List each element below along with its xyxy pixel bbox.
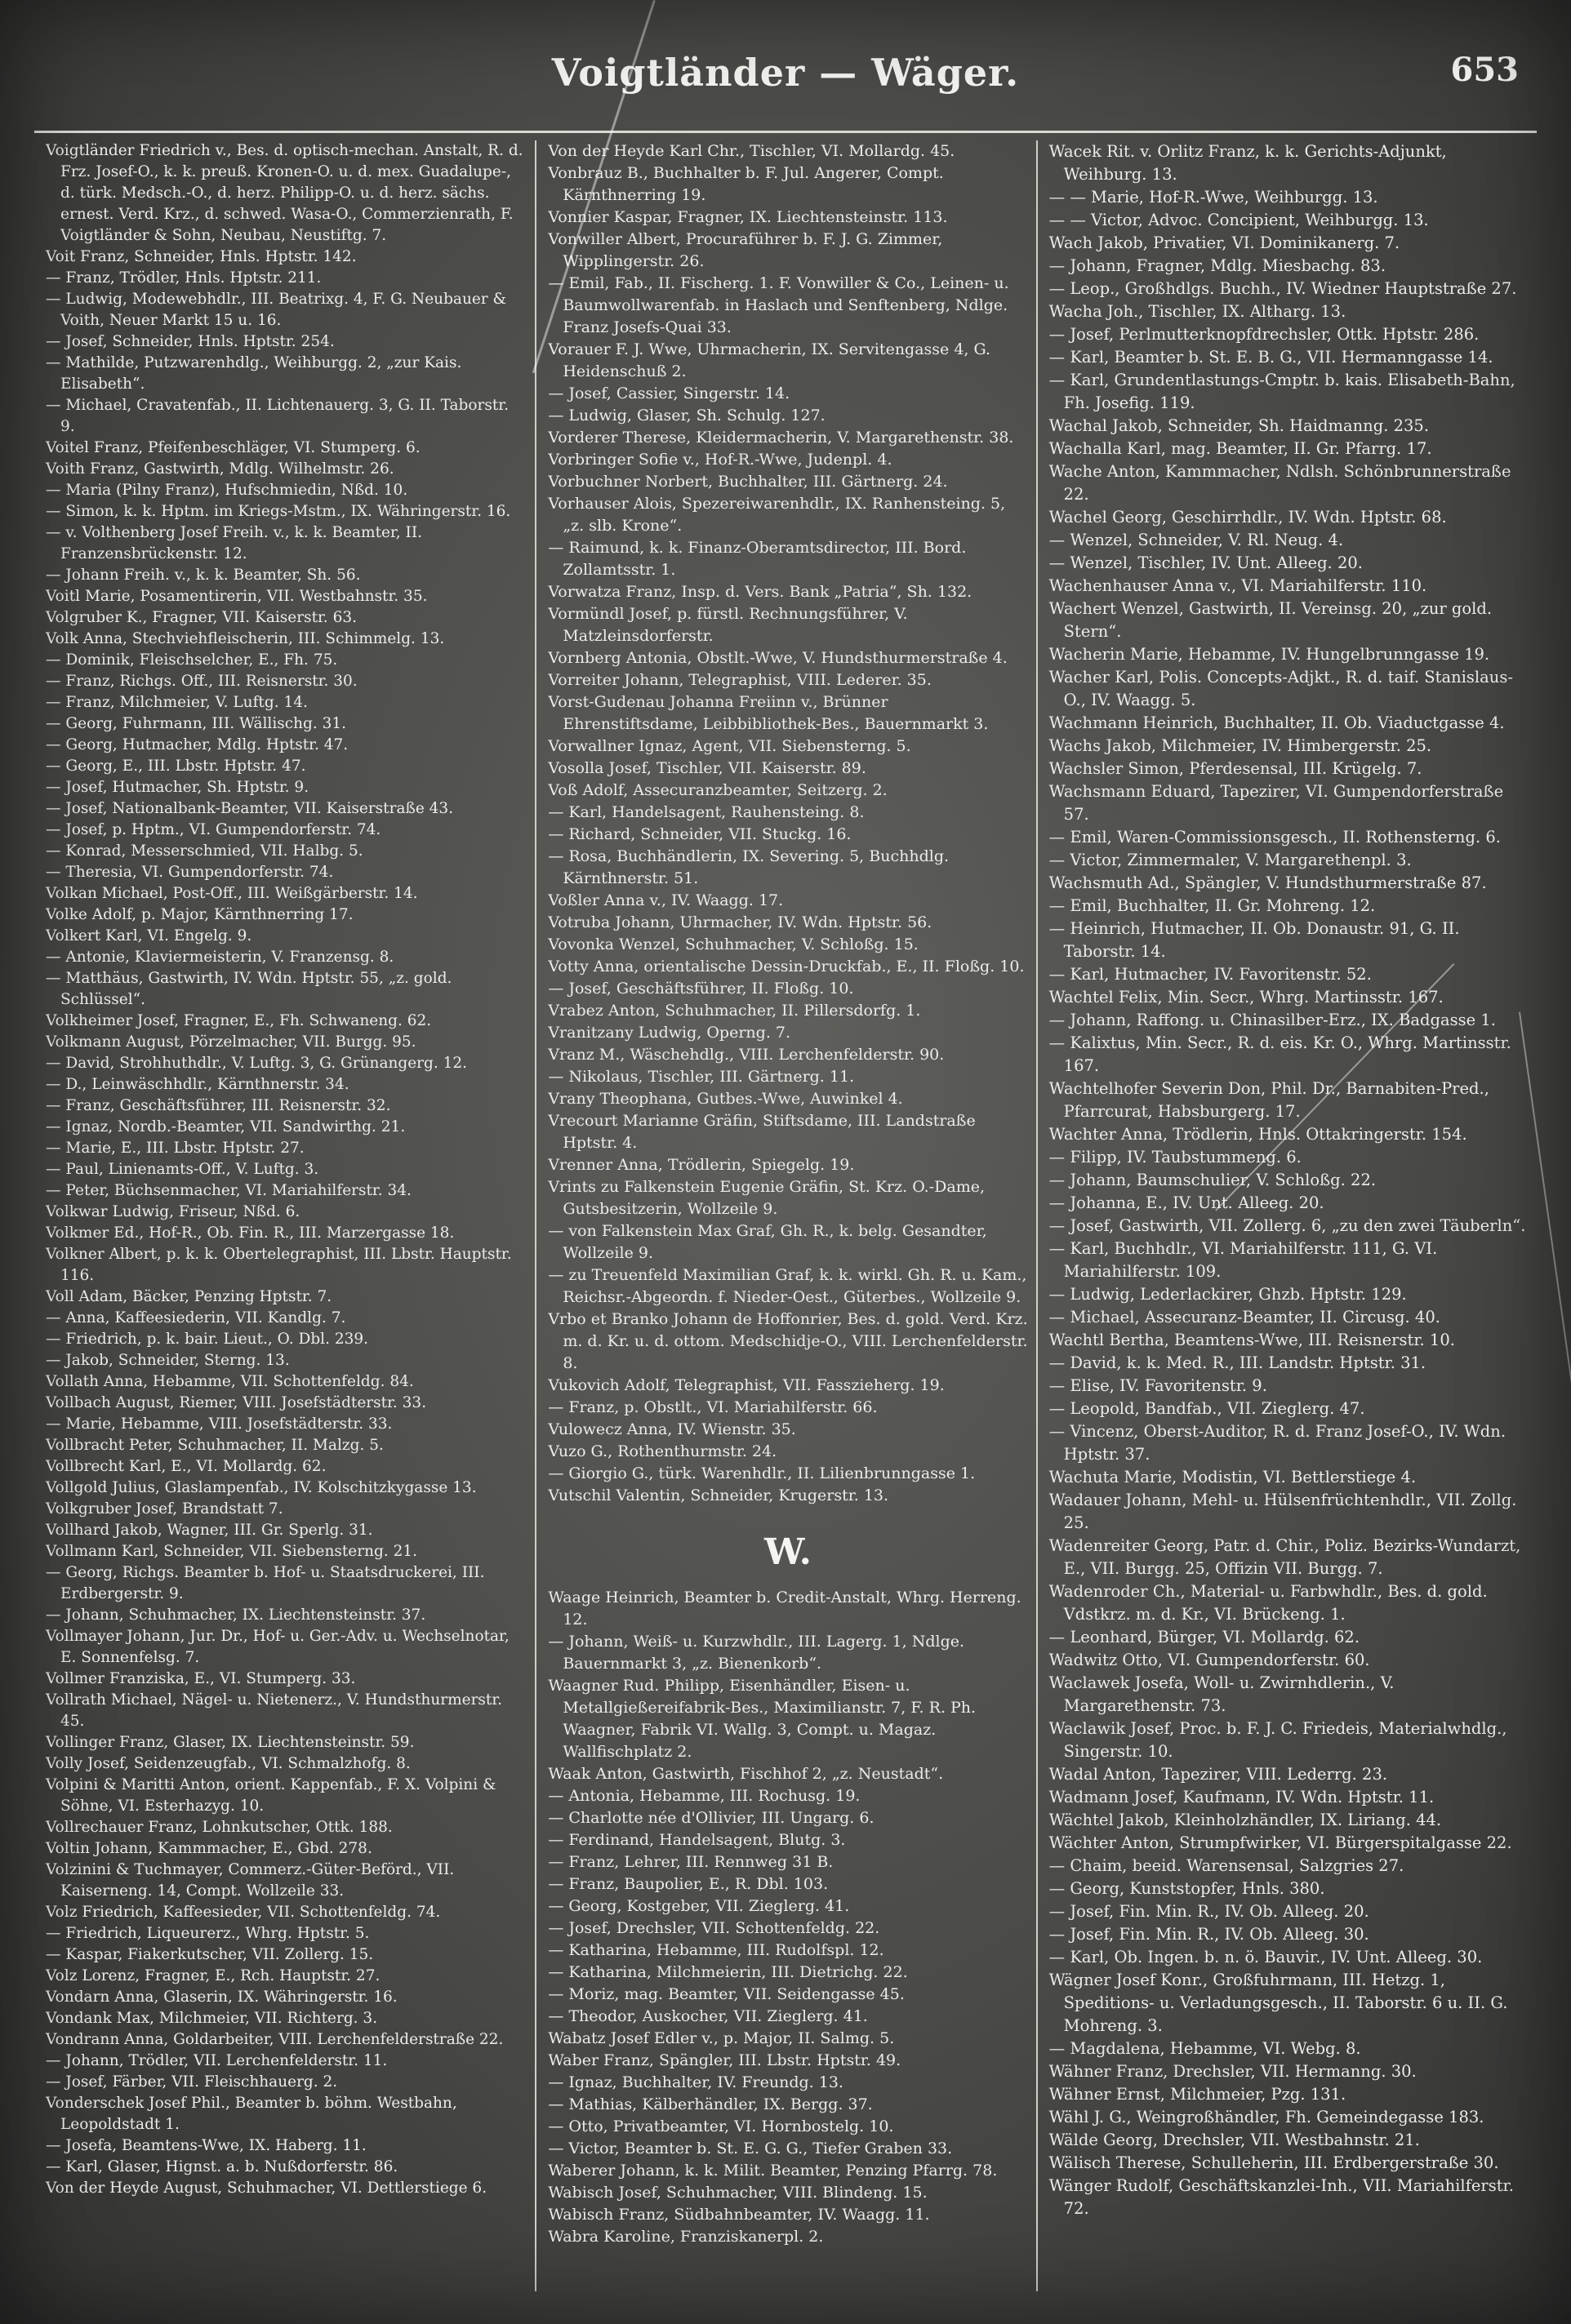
directory-entry: Voßler Anna v., IV. Waagg. 17. bbox=[548, 891, 784, 909]
directory-entry: Wachtelhofer Severin Don, Phil. Dr., Barnabiten-Pred., Pfarrcurat, Habsburgerg. 17. bbox=[1048, 1079, 1489, 1121]
directory-entry: Wachenhauser Anna v., VI. Mariahilferstr. 110. bbox=[1048, 576, 1427, 595]
directory-entry: Vornberg Antonia, Obstlt.-Wwe, V. Hundsthurmerstraße 4. bbox=[548, 649, 1008, 667]
directory-entry: Wadmann Josef, Kaufmann, IV. Wdn. Hptstr. 11. bbox=[1048, 1788, 1435, 1806]
directory-entry: — Marie, E., III. Lbstr. Hptstr. 27. bbox=[46, 1140, 305, 1157]
directory-entry: — Josef, Hutmacher, Sh. Hptstr. 9. bbox=[46, 779, 309, 796]
directory-entry: Vranz M., Wäschehdlg., VIII. Lerchenfelderstr. 90. bbox=[548, 1046, 945, 1064]
directory-entry: Vollhard Jakob, Wagner, III. Gr. Sperlg. 31. bbox=[46, 1522, 373, 1539]
directory-entry: Wägner Josef Konr., Großfuhrmann, III. Hetzg. 1, Speditions- u. Verladungsgesch., II. Taborstr. 6 u. II. G. Mohreng. 3. bbox=[1048, 1971, 1508, 2035]
directory-entry: Wachter Anna, Trödlerin, Hnls. Ottakringerstr. 154. bbox=[1048, 1125, 1467, 1144]
directory-entry: — Franz, Geschäftsführer, III. Reisnerstr. 32. bbox=[46, 1097, 391, 1114]
directory-entry: Von der Heyde August, Schuhmacher, VI. Dettlerstiege 6. bbox=[46, 2180, 487, 2197]
column-right bbox=[1036, 140, 1537, 2291]
directory-entry: — Mathilde, Putzwarenhdlg., Weihburgg. 2, „zur Kais. Elisabeth“. bbox=[46, 354, 462, 393]
directory-entry: Wächter Anton, Strumpfwirker, VI. Bürgerspitalgasse 22. bbox=[1048, 1833, 1512, 1852]
directory-entry: Vosolla Josef, Tischler, VII. Kaiserstr. 89. bbox=[548, 759, 866, 777]
directory-entry: Wadenroder Ch., Material- u. Farbwhdlr., Bes. d. gold. Vdstkrz. m. d. Kr., VI. Brückeng. 1. bbox=[1048, 1582, 1488, 1624]
directory-entry: Vorbuchner Norbert, Buchhalter, III. Gärtnerg. 24. bbox=[548, 473, 948, 491]
directory-entry: — Friedrich, Liqueurerz., Whrg. Hptstr. 5. bbox=[46, 1925, 370, 1942]
header-rule bbox=[34, 131, 1537, 133]
directory-entry: Wadauer Johann, Mehl- u. Hülsenfrüchtenhdlr., VII. Zollg. 25. bbox=[1048, 1491, 1517, 1532]
page-number: 653 bbox=[1450, 51, 1519, 89]
directory-entry: Volkmann August, Pörzelmacher, VII. Burgg. 95. bbox=[46, 1033, 416, 1051]
directory-entry: Volkert Karl, VI. Engelg. 9. bbox=[46, 927, 252, 944]
directory-entry: Wacherin Marie, Hebamme, IV. Hungelbrunngasse 19. bbox=[1048, 645, 1490, 664]
directory-entry: — Charlotte née d'Ollivier, III. Ungarg. 6. bbox=[548, 1809, 875, 1827]
directory-entry: Volkner Albert, p. k. k. Obertelegraphist, III. Lbstr. Hauptstr. 116. bbox=[46, 1246, 512, 1284]
directory-entry: — Victor, Beamter b. St. E. G. G., Tiefer Graben 33. bbox=[548, 2140, 953, 2157]
directory-entry: — Georg, E., III. Lbstr. Hptstr. 47. bbox=[46, 758, 306, 775]
directory-entry: Wähner Franz, Drechsler, VII. Hermanng. 30. bbox=[1048, 2062, 1417, 2081]
directory-entry: Wachtel Felix, Min. Secr., Whrg. Martinsstr. 167. bbox=[1048, 988, 1444, 1006]
directory-entry: Wächtel Jakob, Kleinholzhändler, IX. Liriang. 44. bbox=[1048, 1811, 1442, 1829]
section-letter-heading: W. bbox=[764, 1531, 812, 1573]
directory-entry: — Ferdinand, Handelsagent, Blutg. 3. bbox=[548, 1831, 846, 1849]
directory-entry: Votty Anna, orientalische Dessin-Druckfab., E., II. Floßg. 10. bbox=[548, 958, 1025, 975]
directory-entry: — Josef, Nationalbank-Beamter, VII. Kaiserstraße 43. bbox=[46, 800, 454, 817]
directory-entry: — Ludwig, Modewebhdlr., III. Beatrixg. 4, F. G. Neubauer & Voith, Neuer Markt 15 u. 16. bbox=[46, 291, 506, 329]
directory-entry: Wabatz Josef Edler v., p. Major, II. Salmg. 5. bbox=[548, 2029, 895, 2047]
directory-entry: Wähner Ernst, Milchmeier, Pzg. 131. bbox=[1048, 2085, 1346, 2104]
directory-entry: Wadwitz Otto, VI. Gumpendorferstr. 60. bbox=[1048, 1651, 1370, 1669]
directory-entry: — Magdalena, Hebamme, VI. Webg. 8. bbox=[1048, 2039, 1361, 2058]
directory-entry: — Leop., Großhdlgs. Buchh., IV. Wiedner Hauptstraße 27. bbox=[1048, 279, 1517, 298]
directory-entry: — Peter, Büchsenmacher, VI. Mariahilferstr. 34. bbox=[46, 1182, 412, 1199]
directory-entry: — Georg, Kunststopfer, Hnls. 380. bbox=[1048, 1879, 1325, 1898]
directory-entry: Vollinger Franz, Glaser, IX. Liechtensteinstr. 59. bbox=[46, 1734, 415, 1751]
directory-entry: Wachsmuth Ad., Spängler, V. Hundsthurmerstraße 87. bbox=[1048, 873, 1487, 892]
directory-entry: Vonnier Kaspar, Fragner, IX. Liechtensteinstr. 113. bbox=[548, 208, 948, 226]
directory-entry: Wachmann Heinrich, Buchhalter, II. Ob. Viaductgasse 4. bbox=[1048, 713, 1505, 732]
directory-entry: Voitel Franz, Pfeifenbeschläger, VI. Stumperg. 6. bbox=[46, 439, 421, 456]
directory-entry: Vovonka Wenzel, Schuhmacher, V. Schloßg. 15. bbox=[548, 935, 919, 953]
directory-entry: Vollath Anna, Hebamme, VII. Schottenfeldg. 84. bbox=[46, 1373, 414, 1390]
directory-entry: — Franz, Baupolier, E., R. Dbl. 103. bbox=[548, 1875, 829, 1893]
directory-entry: — Matthäus, Gastwirth, IV. Wdn. Hptstr. 55, „z. gold. Schlüssel“. bbox=[46, 970, 452, 1008]
directory-entry: — Wenzel, Schneider, V. Rl. Neug. 4. bbox=[1048, 531, 1344, 549]
directory-entry: Volke Adolf, p. Major, Kärnthnerring 17. bbox=[46, 906, 354, 923]
directory-entry: — Georg, Hutmacher, Mdlg. Hptstr. 47. bbox=[46, 736, 349, 753]
directory-entry: — Johann, Raffong. u. Chinasilber-Erz., IX. Badgasse 1. bbox=[1048, 1011, 1496, 1029]
directory-entry: Vollmer Franziska, E., VI. Stumperg. 33. bbox=[46, 1670, 356, 1687]
directory-entry: Wachel Georg, Geschirrhdlr., IV. Wdn. Hptstr. 68. bbox=[1048, 508, 1447, 527]
directory-entry: — Otto, Privatbeamter, VI. Hornbostelg. 10. bbox=[548, 2117, 894, 2135]
directory-entry: — Karl, Glaser, Hignst. a. b. Nußdorferstr. 86. bbox=[46, 2158, 398, 2175]
directory-entry: — Marie, Hebamme, VIII. Josefstädterstr. 33. bbox=[46, 1415, 393, 1433]
directory-entry: Wacek Rit. v. Orlitz Franz, k. k. Gerichts-Adjunkt, Weihburg. 13. bbox=[1048, 142, 1447, 184]
directory-entry: Wähl J. G., Weingroßhändler, Fh. Gemeindegasse 183. bbox=[1048, 2108, 1484, 2126]
directory-entry: — Theresia, VI. Gumpendorferstr. 74. bbox=[46, 864, 334, 881]
directory-entry: Vutschil Valentin, Schneider, Krugerstr. 13. bbox=[548, 1486, 889, 1504]
directory-entry: Vollmayer Johann, Jur. Dr., Hof- u. Ger.-Adv. u. Wechselnotar, E. Sonnenfelsg. 7. bbox=[46, 1628, 510, 1666]
directory-entry: — Ignaz, Nordb.-Beamter, VII. Sandwirthg. 21. bbox=[46, 1118, 406, 1135]
directory-entry: Wachsler Simon, Pferdesensal, III. Krügelg. 7. bbox=[1048, 759, 1422, 778]
directory-entry: — Katharina, Milchmeierin, III. Dietrichg. 22. bbox=[548, 1963, 908, 1981]
directory-entry: — Anna, Kaffeesiederin, VII. Kandlg. 7. bbox=[46, 1309, 346, 1326]
directory-entry: — Kalixtus, Min. Secr., R. d. eis. Kr. O., Whrg. Martinsstr. 167. bbox=[1048, 1033, 1511, 1075]
directory-entry: — Franz, p. Obstlt., VI. Mariahilferstr. 66. bbox=[548, 1398, 878, 1416]
directory-entry: — Karl, Grundentlastungs-Cmptr. b. kais. Elisabeth-Bahn, Fh. Josefig. 119. bbox=[1048, 371, 1515, 412]
directory-entry: Vorst-Gudenau Johanna Freiinn v., Brünner Ehrenstiftsdame, Leibbibliothek-Bes., Bauernmarkt 3. bbox=[548, 693, 989, 733]
directory-entry: — D., Leinwäschhdlr., Kärnthnerstr. 34. bbox=[46, 1076, 349, 1093]
directory-entry: — Antonia, Hebamme, III. Rochusg. 19. bbox=[548, 1787, 861, 1805]
directory-entry: Waagner Rud. Philipp, Eisenhändler, Eisen- u. Metallgießereifabrik-Bes., Maximilianstr. 7, F. R. Ph. Waagner, Fabrik VI. Wallg. 3, Compt. u. Magaz. Wallfischplatz 2. bbox=[548, 1677, 977, 1761]
directory-entry: — Heinrich, Hutmacher, II. Ob. Donaustr. 91, G. II. Taborstr. 14. bbox=[1048, 919, 1460, 961]
directory-entry: Wadenreiter Georg, Patr. d. Chir., Poliz. Bezirks-Wundarzt, E., VII. Burgg. 25, Offizin VII. Burgg. 7. bbox=[1048, 1536, 1521, 1578]
directory-entry: — Ludwig, Lederlackirer, Ghzb. Hptstr. 129. bbox=[1048, 1285, 1407, 1304]
directory-entry: Volpini & Maritti Anton, orient. Kappenfab., F. X. Volpini & Söhne, VI. Esterhazyg. 10. bbox=[46, 1776, 496, 1815]
directory-entry: Wachalla Karl, mag. Beamter, II. Gr. Pfarrg. 17. bbox=[1048, 439, 1432, 458]
directory-entry: — Simon, k. k. Hptm. im Kriegs-Mstm., IX. Währingerstr. 16. bbox=[46, 503, 511, 520]
directory-entry: — Kaspar, Fiakerkutscher, VII. Zollerg. 15. bbox=[46, 1946, 374, 1963]
directory-entry: Von der Heyde Karl Chr., Tischler, VI. Mollardg. 45. bbox=[548, 142, 955, 160]
directory-entry: — Johann, Trödler, VII. Lerchenfelderstr. 11. bbox=[46, 2052, 388, 2069]
directory-entry: — Wenzel, Tischler, IV. Unt. Alleeg. 20. bbox=[1048, 553, 1363, 572]
directory-entry: Wachtl Bertha, Beamtens-Wwe, III. Reisnerstr. 10. bbox=[1048, 1331, 1455, 1349]
directory-entry: — Katharina, Hebamme, III. Rudolfspl. 12. bbox=[548, 1941, 884, 1959]
directory-entry: Vorbringer Sofie v., Hof-R.-Wwe, Judenpl. 4. bbox=[548, 451, 892, 469]
directory-entry: Vondank Max, Milchmeier, VII. Richterg. 3. bbox=[46, 2010, 378, 2027]
directory-entry: — Antonie, Klaviermeisterin, V. Franzensg. 8. bbox=[46, 949, 394, 966]
directory-entry: Wachsmann Eduard, Tapezirer, VI. Gumpendorferstraße 57. bbox=[1048, 782, 1504, 824]
directory-entry: — Josef, Fin. Min. R., IV. Ob. Alleeg. 20. bbox=[1048, 1902, 1369, 1921]
directory-entry: Wachs Jakob, Milchmeier, IV. Himbergerstr. 25. bbox=[1048, 736, 1432, 755]
directory-entry: Vorauer F. J. Wwe, Uhrmacherin, IX. Servitengasse 4, G. Heidenschuß 2. bbox=[548, 340, 991, 380]
directory-entry: Vrany Theophana, Gutbes.-Wwe, Auwinkel 4. bbox=[548, 1090, 903, 1108]
directory-entry: Wacher Karl, Polis. Concepts-Adjkt., R. d. taif. Stanislaus-O., IV. Waagg. 5. bbox=[1048, 668, 1513, 709]
directory-entry: — Konrad, Messerschmied, VII. Halbg. 5. bbox=[46, 842, 363, 860]
directory-entry: Wadal Anton, Tapezirer, VIII. Lederrg. 23. bbox=[1048, 1765, 1388, 1784]
directory-entry: — Johann, Weiß- u. Kurzwhdlr., III. Lagerg. 1, Ndlge. Bauernmarkt 3, „z. Bienenkorb“. bbox=[548, 1633, 965, 1673]
directory-entry: Wache Anton, Kammmacher, Ndlsh. Schönbrunnerstraße 22. bbox=[1048, 462, 1511, 504]
directory-entry: Vrecourt Marianne Gräfin, Stiftsdame, III. Landstraße Hptstr. 4. bbox=[548, 1112, 976, 1152]
directory-entry: Volkheimer Josef, Fragner, E., Fh. Schwaneng. 62. bbox=[46, 1012, 432, 1029]
directory-entry: Vorderer Therese, Kleidermacherin, V. Margarethenstr. 38. bbox=[548, 429, 1014, 447]
directory-entry: — Victor, Zimmermaler, V. Margarethenpl. 3. bbox=[1048, 851, 1412, 869]
directory-entry: Vondrann Anna, Goldarbeiter, VIII. Lerchenfelderstraße 22. bbox=[46, 2031, 504, 2048]
directory-entry: — Theodor, Auskocher, VII. Zieglerg. 41. bbox=[548, 2007, 868, 2025]
directory-entry: — Franz, Lehrer, III. Rennweg 31 B. bbox=[548, 1853, 834, 1871]
directory-entry: — Johann Freih. v., k. k. Beamter, Sh. 56. bbox=[46, 567, 361, 584]
directory-entry: — Johanna, E., IV. Unt. Alleeg. 20. bbox=[1048, 1193, 1324, 1212]
directory-entry: — Michael, Cravatenfab., II. Lichtenauerg. 3, G. II. Taborstr. 9. bbox=[46, 397, 509, 435]
directory-entry: — zu Treuenfeld Maximilian Graf, k. k. wirkl. Gh. R. u. Kam., Reichsr.-Abgeordn. f. Nieder-Oest., Güterbes., Wollzeile 9. bbox=[548, 1266, 1027, 1306]
directory-entry: — Franz, Trödler, Hnls. Hptstr. 211. bbox=[46, 269, 322, 287]
directory-entry: Waak Anton, Gastwirth, Fischhof 2, „z. Neustadt“. bbox=[548, 1765, 944, 1783]
directory-entry: Vollbrecht Karl, E., VI. Mollardg. 62. bbox=[46, 1458, 327, 1475]
directory-entry: — — Marie, Hof-R.-Wwe, Weihburgg. 13. bbox=[1048, 188, 1378, 207]
directory-entry: Volkwar Ludwig, Friseur, Nßd. 6. bbox=[46, 1203, 300, 1220]
directory-entry: — Josef, Geschäftsführer, II. Floßg. 10. bbox=[548, 980, 854, 998]
directory-entry: Waage Heinrich, Beamter b. Credit-Anstalt, Whrg. Herreng. 12. bbox=[548, 1589, 1021, 1629]
directory-entry: — Maria (Pilny Franz), Hufschmiedin, Nßd. 10. bbox=[46, 482, 408, 499]
directory-entry: — Mathias, Kälberhändler, IX. Bergg. 37. bbox=[548, 2095, 873, 2113]
directory-entry: — Leopold, Bandfab., VII. Zieglerg. 47. bbox=[1048, 1399, 1365, 1418]
directory-entry: — Franz, Milchmeier, V. Luftg. 14. bbox=[46, 694, 308, 711]
directory-columns bbox=[34, 140, 1537, 2291]
directory-entry: — Chaim, beeid. Warensensal, Salzgries 27. bbox=[1048, 1856, 1404, 1875]
directory-entry: — v. Volthenberg Josef Freih. v., k. k. Beamter, II. Franzensbrückenstr. 12. bbox=[46, 524, 423, 562]
directory-entry: Waber Franz, Spängler, III. Lbstr. Hptstr. 49. bbox=[548, 2051, 901, 2069]
column-middle bbox=[535, 140, 1035, 2291]
directory-entry: — Rosa, Buchhändlerin, IX. Severing. 5, Buchhdlg. Kärnthnerstr. 51. bbox=[548, 847, 950, 887]
directory-entry: — Georg, Richgs. Beamter b. Hof- u. Staatsdruckerei, III. Erdbergerstr. 9. bbox=[46, 1564, 485, 1602]
directory-entry: — von Falkenstein Max Graf, Gh. R., k. belg. Gesandter, Wollzeile 9. bbox=[548, 1222, 987, 1262]
directory-entry: — Karl, Beamter b. St. E. B. G., VII. Hermanngasse 14. bbox=[1048, 348, 1493, 367]
directory-entry: Vollbracht Peter, Schuhmacher, II. Malzg. 5. bbox=[46, 1437, 384, 1454]
directory-entry: Vollrath Michael, Nägel- u. Nietenerz., V. Hundsthurmerstr. 45. bbox=[46, 1691, 503, 1730]
directory-entry: Volz Friedrich, Kaffeesieder, VII. Schottenfeldg. 74. bbox=[46, 1904, 441, 1921]
directory-entry: Voit Franz, Schneider, Hnls. Hptstr. 142. bbox=[46, 248, 357, 265]
directory-entry: — Johann, Baumschulier, V. Schloßg. 22. bbox=[1048, 1171, 1377, 1189]
directory-entry: Vorwatza Franz, Insp. d. Vers. Bank „Patria“, Sh. 132. bbox=[548, 583, 972, 601]
directory-entry: Wänger Rudolf, Geschäftskanzlei-Inh., VII. Mariahilferstr. 72. bbox=[1048, 2176, 1514, 2218]
directory-entry: — Josef, Perlmutterknopfdrechsler, Ottk. Hptstr. 286. bbox=[1048, 325, 1480, 344]
directory-entry: — Karl, Hutmacher, IV. Favoritenstr. 52. bbox=[1048, 965, 1372, 984]
directory-entry: Vollmann Karl, Schneider, VII. Siebensterng. 21. bbox=[46, 1543, 418, 1560]
directory-entry: Vorwallner Ignaz, Agent, VII. Siebensterng. 5. bbox=[548, 737, 911, 755]
directory-entry: — Josef, Gastwirth, VII. Zollerg. 6, „zu den zwei Täuberln“. bbox=[1048, 1216, 1526, 1235]
directory-entry: Vrenner Anna, Trödlerin, Spiegelg. 19. bbox=[548, 1156, 855, 1174]
directory-entry: — Emil, Buchhalter, II. Gr. Mohreng. 12. bbox=[1048, 896, 1376, 915]
directory-entry: Vollbach August, Riemer, VIII. Josefstädterstr. 33. bbox=[46, 1394, 427, 1411]
directory-entry: Voß Adolf, Assecuranzbeamter, Seitzerg. 2. bbox=[548, 781, 888, 799]
directory-entry: Vorhauser Alois, Spezereiwarenhdlr., IX. Ranhensteing. 5, „z. slb. Krone“. bbox=[548, 495, 1006, 535]
directory-entry: — Karl, Buchhdlr., VI. Mariahilferstr. 111, G. VI. Mariahilferstr. 109. bbox=[1048, 1239, 1438, 1281]
directory-entry: — Elise, IV. Favoritenstr. 9. bbox=[1048, 1376, 1267, 1395]
directory-entry: — Georg, Kostgeber, VII. Zieglerg. 41. bbox=[548, 1897, 850, 1915]
directory-entry: Voith Franz, Gastwirth, Mdlg. Wilhelmstr. 26. bbox=[46, 460, 394, 478]
directory-entry: — Raimund, k. k. Finanz-Oberamtsdirector, III. Bord. Zollamtsstr. 1. bbox=[548, 539, 967, 579]
directory-entry: — Filipp, IV. Taubstummeng. 6. bbox=[1048, 1148, 1302, 1166]
directory-entry: Vrbo et Branko Johann de Hoffonrier, Bes. d. gold. Verd. Krz. m. d. Kr. u. d. ottom. Medschidje-O., VIII. Lerchenfelderstr. 8. bbox=[548, 1310, 1028, 1372]
directory-entry: Wabisch Franz, Südbahnbeamter, IV. Waagg. 11. bbox=[548, 2206, 930, 2224]
directory-entry: Waberer Johann, k. k. Milit. Beamter, Penzing Pfarrg. 78. bbox=[548, 2162, 998, 2180]
column-left bbox=[34, 140, 535, 2291]
directory-entry: Wälde Georg, Drechsler, VII. Westbahnstr. 21. bbox=[1048, 2131, 1420, 2149]
directory-entry: — Paul, Linienamts-Off., V. Luftg. 3. bbox=[46, 1161, 319, 1178]
directory-entry: Vondarn Anna, Glaserin, IX. Währingerstr. 16. bbox=[46, 1989, 398, 2006]
directory-entry: — Josefa, Beamtens-Wwe, IX. Haberg. 11. bbox=[46, 2137, 367, 2154]
directory-entry: — Josef, Cassier, Singerstr. 14. bbox=[548, 384, 790, 402]
directory-entry: — Ignaz, Buchhalter, IV. Freundg. 13. bbox=[548, 2073, 843, 2091]
directory-entry: — Nikolaus, Tischler, III. Gärtnerg. 11. bbox=[548, 1068, 855, 1086]
directory-entry: Wachert Wenzel, Gastwirth, II. Vereinsg. 20, „zur gold. Stern“. bbox=[1048, 599, 1493, 641]
directory-entry: — Dominik, Fleischselcher, E., Fh. 75. bbox=[46, 651, 338, 669]
directory-entry: Vonderschek Josef Phil., Beamter b. böhm. Westbahn, Leopoldstadt 1. bbox=[46, 2095, 457, 2133]
directory-entry: Wach Jakob, Privatier, VI. Dominikanerg. 7. bbox=[1048, 233, 1400, 252]
directory-entry: Volkgruber Josef, Brandstatt 7. bbox=[46, 1500, 283, 1517]
directory-entry: Vrints zu Falkenstein Eugenie Gräfin, St. Krz. O.-Dame, Gutsbesitzerin, Wollzeile 9. bbox=[548, 1178, 985, 1218]
directory-entry: Vonwiller Albert, Procuraführer b. F. J. G. Zimmer, Wipplingerstr. 26. bbox=[548, 230, 943, 270]
directory-entry: Wachuta Marie, Modistin, VI. Bettlerstiege 4. bbox=[1048, 1468, 1417, 1486]
page-header bbox=[33, 51, 1538, 108]
directory-entry: Vulowecz Anna, IV. Wienstr. 35. bbox=[548, 1420, 796, 1438]
directory-entry: Volly Josef, Seidenzeugfab., VI. Schmalzhofg. 8. bbox=[46, 1755, 411, 1772]
directory-entry: — David, Strohhuthdlr., V. Luftg. 3, G. Grünangerg. 12. bbox=[46, 1055, 468, 1072]
directory-entry: Vrabez Anton, Schuhmacher, II. Pillersdorfg. 1. bbox=[548, 1002, 921, 1020]
directory-entry: — Emil, Waren-Commissionsgesch., II. Rothensterng. 6. bbox=[1048, 828, 1501, 847]
directory-entry: Volkan Michael, Post-Off., III. Weißgärberstr. 14. bbox=[46, 885, 418, 902]
directory-entry: — Jakob, Schneider, Sterng. 13. bbox=[46, 1352, 290, 1369]
directory-entry: — Josef, Schneider, Hnls. Hptstr. 254. bbox=[46, 333, 335, 350]
directory-entry: — — Victor, Advoc. Concipient, Weihburgg. 13. bbox=[1048, 211, 1429, 229]
directory-entry: — Ludwig, Glaser, Sh. Schulg. 127. bbox=[548, 407, 826, 424]
directory-entry: — Friedrich, p. k. bair. Lieut., O. Dbl. 239. bbox=[46, 1331, 369, 1348]
directory-entry: Wälisch Therese, Schulleherin, III. Erdbergerstraße 30. bbox=[1048, 2153, 1499, 2172]
directory-entry: — Michael, Assecuranz-Beamter, II. Circusg. 40. bbox=[1048, 1308, 1440, 1326]
directory-entry: — Johann, Schuhmacher, IX. Liechtensteinstr. 37. bbox=[46, 1606, 426, 1624]
directory-entry: — Franz, Richgs. Off., III. Reisnerstr. 30. bbox=[46, 673, 358, 690]
directory-entry: — Vincenz, Oberst-Auditor, R. d. Franz Josef-O., IV. Wdn. Hptstr. 37. bbox=[1048, 1422, 1506, 1464]
directory-entry: Vukovich Adolf, Telegraphist, VII. Fasszieherg. 19. bbox=[548, 1376, 945, 1394]
directory-entry: — Josef, p. Hptm., VI. Gumpendorferstr. 74. bbox=[46, 821, 381, 838]
directory-entry: Voitl Marie, Posamentirerin, VII. Westbahnstr. 35. bbox=[46, 588, 428, 605]
directory-entry: — Karl, Handelsagent, Rauhensteing. 8. bbox=[548, 803, 865, 821]
directory-entry: Voltin Johann, Kammmacher, E., Gbd. 278. bbox=[46, 1840, 372, 1857]
directory-entry: Vonbrauz B., Buchhalter b. F. Jul. Angerer, Compt. Kärnthnerring 19. bbox=[548, 164, 944, 204]
directory-entry: Waclawik Josef, Proc. b. F. J. C. Friedeis, Materialwhdlg., Singerstr. 10. bbox=[1048, 1719, 1507, 1761]
directory-entry: Wachal Jakob, Schneider, Sh. Haidmanng. 235. bbox=[1048, 416, 1430, 435]
directory-entry: Vormündl Josef, p. fürstl. Rechnungsführer, V. Matzleinsdorferstr. bbox=[548, 605, 908, 645]
directory-entry: Vuzo G., Rothenthurmstr. 24. bbox=[548, 1442, 777, 1460]
directory-entry: Votruba Johann, Uhrmacher, IV. Wdn. Hptstr. 56. bbox=[548, 913, 932, 931]
directory-entry: — Moriz, mag. Beamter, VII. Seidengasse 45. bbox=[548, 1985, 905, 2003]
directory-entry: — Giorgio G., türk. Warenhdlr., II. Lilienbrunngasse 1. bbox=[548, 1464, 976, 1482]
directory-entry: Waclawek Josefa, Woll- u. Zwirnhdlerin., V. Margarethenstr. 73. bbox=[1048, 1673, 1395, 1715]
running-head: Voigtländer — Wäger. bbox=[551, 51, 1020, 95]
directory-entry: Volk Anna, Stechviehfleischerin, III. Schimmelg. 13. bbox=[46, 630, 445, 647]
directory-entry: — Emil, Fab., II. Fischerg. 1. F. Vonwiller & Co., Leinen- u. Baumwollwarenfab. in Haslach und Senftenberg, Ndlge. Franz Josefs-Quai 33. bbox=[548, 274, 1009, 336]
directory-entry: Wacha Joh., Tischler, IX. Altharg. 13. bbox=[1048, 302, 1346, 321]
directory-entry: Wabra Karoline, Franziskanerpl. 2. bbox=[548, 2228, 824, 2246]
directory-entry: — David, k. k. Med. R., III. Landstr. Hptstr. 31. bbox=[1048, 1353, 1426, 1372]
directory-entry: — Georg, Fuhrmann, III. Wällischg. 31. bbox=[46, 715, 347, 732]
directory-entry: Vorreiter Johann, Telegraphist, VIII. Lederer. 35. bbox=[548, 671, 932, 689]
directory-entry: Volgruber K., Fragner, VII. Kaiserstr. 63. bbox=[46, 609, 357, 626]
directory-entry: Volzinini & Tuchmayer, Commerz.-Güter-Beförd., VII. Kaiserneng. 14, Compt. Wollzeile 33. bbox=[46, 1861, 455, 1900]
directory-entry: Volkmer Ed., Hof-R., Ob. Fin. R., III. Marzergasse 18. bbox=[46, 1224, 455, 1242]
directory-entry: — Josef, Fin. Min. R., IV. Ob. Alleeg. 30. bbox=[1048, 1925, 1369, 1944]
directory-entry: — Leonhard, Bürger, VI. Mollardg. 62. bbox=[1048, 1628, 1360, 1646]
directory-entry: Voll Adam, Bäcker, Penzing Hptstr. 7. bbox=[46, 1288, 332, 1305]
directory-entry: — Karl, Ob. Ingen. b. n. ö. Bauvir., IV. Unt. Alleeg. 30. bbox=[1048, 1948, 1483, 1966]
directory-entry: Volz Lorenz, Fragner, E., Rch. Hauptstr. 27. bbox=[46, 1967, 381, 1984]
directory-entry: — Josef, Drechsler, VII. Schottenfeldg. 22. bbox=[548, 1919, 880, 1937]
directory-entry: Vollgold Julius, Glaslampenfab., IV. Kolschitzkygasse 13. bbox=[46, 1479, 477, 1496]
directory-entry: — Johann, Fragner, Mdlg. Miesbachg. 83. bbox=[1048, 256, 1386, 275]
directory-entry: Voigtländer Friedrich v., Bes. d. optisch-mechan. Anstalt, R. d. Frz. Josef-O., k. k. preuß. Kronen-O. u. d. mex. Guadalupe-, d. türk. Medsch.-O., d. herz. Philipp-O. u. d. herz. sächs. ernest. Verd. Krz., d. schwed. Wasa-O., Commerzienrath, F. Voigtländer & Sohn, Neubau, Neustiftg. 7. bbox=[46, 142, 523, 244]
directory-entry: — Josef, Färber, VII. Fleischhauerg. 2. bbox=[46, 2073, 338, 2091]
directory-entry: — Richard, Schneider, VII. Stuckg. 16. bbox=[548, 825, 852, 843]
directory-entry: Vollrechauer Franz, Lohnkutscher, Ottk. 188. bbox=[46, 1819, 393, 1836]
directory-entry: Vranitzany Ludwig, Operng. 7. bbox=[548, 1024, 791, 1042]
directory-entry: Wabisch Josef, Schuhmacher, VIII. Blindeng. 15. bbox=[548, 2184, 928, 2202]
